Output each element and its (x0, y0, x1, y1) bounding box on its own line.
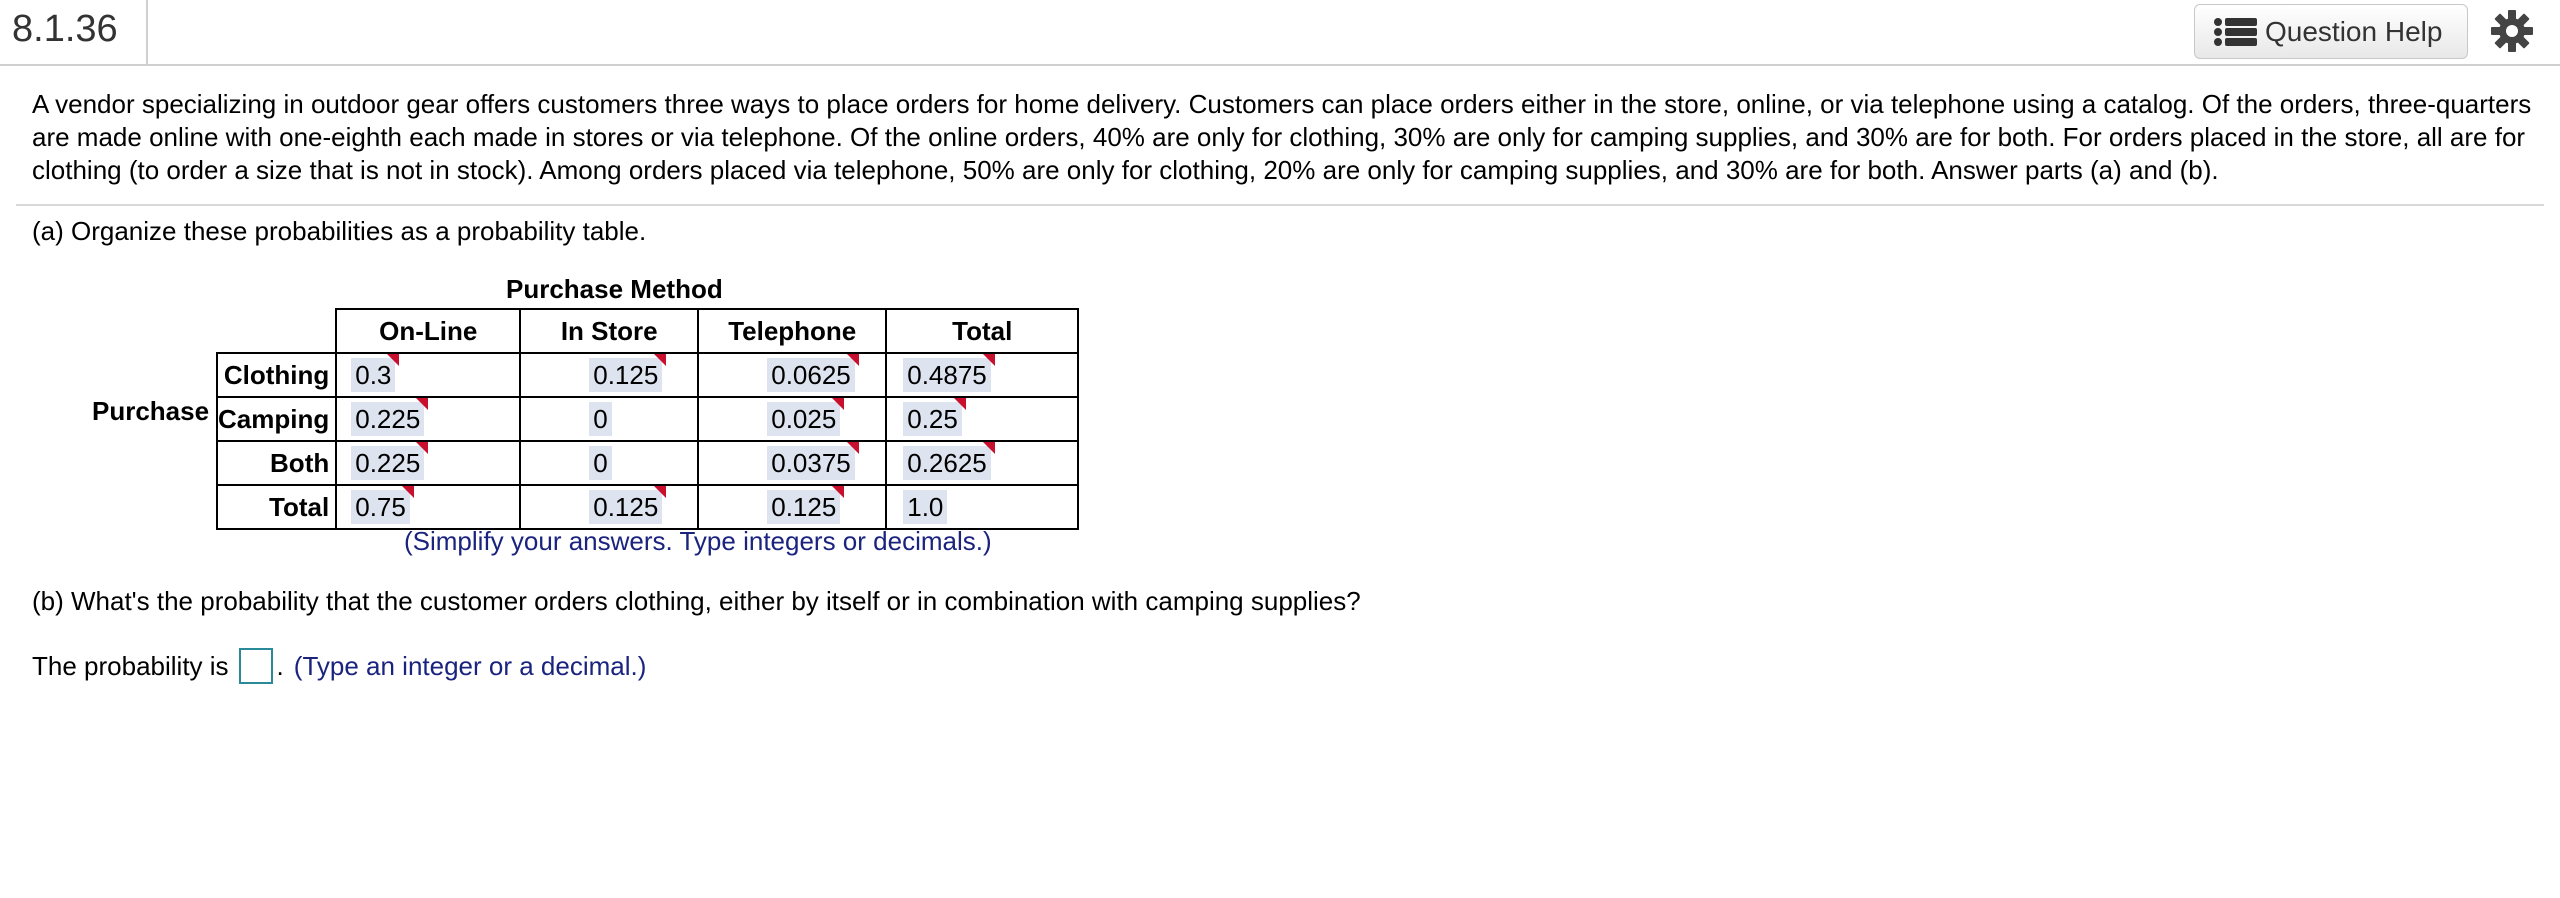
probability-answer-input[interactable] (239, 648, 273, 684)
table-row (217, 353, 1078, 397)
table-cell-clothing-in-store (520, 353, 698, 397)
feedback-flag-icon (416, 442, 428, 454)
column-header-in-store: In Store (520, 309, 698, 353)
feedback-flag-icon (954, 398, 966, 410)
row-header-both: Both (217, 441, 336, 485)
answer-cell[interactable] (337, 486, 519, 528)
table-cell-clothing-total (886, 353, 1078, 397)
answer-cell[interactable] (521, 354, 697, 396)
part-a-prompt: (a) Organize these probabilities as a probability table. (32, 216, 647, 246)
feedback-flag-icon (654, 486, 666, 498)
table-cell-both-telephone (698, 441, 886, 485)
answer-value: 0.0625 (767, 358, 855, 392)
answer-value: 1.0 (903, 490, 947, 524)
answer-cell[interactable] (887, 486, 1077, 528)
answer-value: 0.0375 (767, 446, 855, 480)
answer-cell[interactable] (337, 398, 519, 440)
table-row (217, 397, 1078, 441)
table-cell-camping-total (886, 397, 1078, 441)
probability-table (216, 308, 1079, 530)
feedback-flag-icon (983, 442, 995, 454)
answer-cell[interactable] (887, 442, 1077, 484)
row-header-clothing: Clothing (217, 353, 336, 397)
question-number-box (0, 0, 148, 64)
part-b-prompt: (b) What's the probability that the customer orders clothing, either by itself or in combination with camping supplies? (32, 586, 1361, 616)
column-header-telephone: Telephone (698, 309, 886, 353)
question-help-button[interactable] (2194, 4, 2468, 59)
problem-statement: A vendor specializing in outdoor gear offers customers three ways to place orders for home delivery. Customers can place orders either in the store, online, or via telephone using a catalog. Of the orders, three-quarters are made online with one-eighth each made in stores or via telephone. Of the online orders, 40% are only for clothing, 30% are only for camping supplies, and 30% are for both. For orders placed in the store, all are for clothing (to order a size that is not in stock). Among orders placed via telephone, 50% are only for clothing, 20% are only for camping supplies, and 30% are for both. Answer parts (a) and (b). (32, 89, 2532, 185)
table-row (217, 485, 1078, 529)
table-cell-total-telephone (698, 485, 886, 529)
gear-icon[interactable] (2490, 9, 2534, 53)
answer-cell[interactable] (521, 486, 697, 528)
feedback-flag-icon (402, 486, 414, 498)
answer-cell[interactable] (887, 354, 1077, 396)
table-cell-total-online (336, 485, 520, 529)
answer-cell[interactable] (521, 442, 697, 484)
table-cell-camping-online (336, 397, 520, 441)
feedback-flag-icon (847, 442, 859, 454)
list-icon (2213, 17, 2259, 47)
table-cell-both-online (336, 441, 520, 485)
answer-value: 0.225 (351, 402, 424, 436)
answer-value: 0.125 (589, 490, 662, 524)
column-group-label: Purchase Method (506, 274, 723, 304)
table-cell-total-in-store (520, 485, 698, 529)
answer-value: 0 (589, 402, 611, 436)
answer-cell[interactable] (699, 442, 885, 484)
feedback-flag-icon (983, 354, 995, 366)
answer-value: 0.225 (351, 446, 424, 480)
table-cell-both-total (886, 441, 1078, 485)
answer-value: 0.75 (351, 490, 410, 524)
table-cell-clothing-online (336, 353, 520, 397)
table-corner (217, 309, 336, 353)
feedback-flag-icon (654, 354, 666, 366)
table-row (217, 441, 1078, 485)
answer-cell[interactable] (887, 398, 1077, 440)
divider (16, 204, 2544, 206)
column-header-total: Total (886, 309, 1078, 353)
answer-value: 0.4875 (903, 358, 991, 392)
answer-value: 0.125 (767, 490, 840, 524)
feedback-flag-icon (832, 398, 844, 410)
table-cell-camping-in-store (520, 397, 698, 441)
answer-value: 0.025 (767, 402, 840, 436)
answer-cell[interactable] (699, 486, 885, 528)
table-cell-clothing-telephone (698, 353, 886, 397)
question-help-label: Question Help (2265, 15, 2443, 47)
answer-value: 0.2625 (903, 446, 991, 480)
table-cell-camping-telephone (698, 397, 886, 441)
top-bar (0, 0, 2560, 66)
table-cell-both-in-store (520, 441, 698, 485)
simplify-note: (Simplify your answers. Type integers or decimals.) (404, 526, 992, 556)
row-header-camping: Camping (217, 397, 336, 441)
row-group-label: Purchase (92, 396, 210, 426)
answer-cell[interactable] (699, 354, 885, 396)
feedback-flag-icon (847, 354, 859, 366)
answer-value: 0.125 (589, 358, 662, 392)
answer-value: 0.25 (903, 402, 962, 436)
answer-cell[interactable] (521, 398, 697, 440)
answer-cell[interactable] (699, 398, 885, 440)
row-header-total: Total (217, 485, 336, 529)
answer-value: 0 (589, 446, 611, 480)
column-header-online: On-Line (336, 309, 520, 353)
feedback-flag-icon (416, 398, 428, 410)
answer-type-note: (Type an integer or a decimal.) (293, 650, 647, 681)
feedback-flag-icon (832, 486, 844, 498)
answer-suffix: . (276, 650, 284, 681)
answer-cell[interactable] (337, 442, 519, 484)
table-cell-total-total (886, 485, 1078, 529)
answer-prefix: The probability is (32, 650, 229, 681)
feedback-flag-icon (387, 354, 399, 366)
answer-cell[interactable] (337, 354, 519, 396)
answer-value: 0.3 (351, 358, 395, 392)
answer-line (32, 648, 646, 684)
question-number: 8.1.36 (12, 8, 118, 50)
